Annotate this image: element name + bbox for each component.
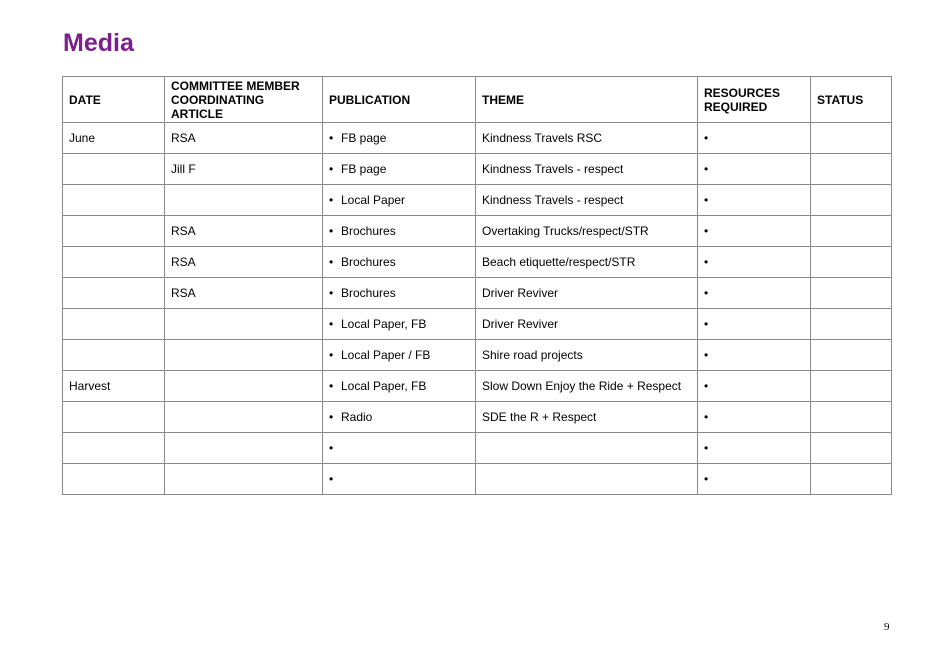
cell-theme: Driver Reviver <box>476 309 698 340</box>
bullet-icon: • <box>329 441 334 455</box>
cell-date <box>63 278 165 309</box>
cell-theme: Kindness Travels RSC <box>476 123 698 154</box>
bullet-icon: • <box>329 286 334 300</box>
cell-publication <box>323 340 476 371</box>
bullet-icon: • <box>704 224 709 238</box>
cell-status <box>811 278 892 309</box>
cell-resources-required <box>698 340 811 371</box>
table-row <box>63 154 892 185</box>
table-row <box>63 433 892 464</box>
cell-date <box>63 309 165 340</box>
cell-theme: Kindness Travels - respect <box>476 185 698 216</box>
cell-publication <box>323 123 476 154</box>
cell-publication-text: Brochures <box>341 255 396 269</box>
cell-status <box>811 216 892 247</box>
cell-publication <box>323 247 476 278</box>
cell-resources-required <box>698 123 811 154</box>
cell-publication-text: Brochures <box>341 286 396 300</box>
cell-status <box>811 185 892 216</box>
cell-committee-member <box>165 464 323 495</box>
cell-resources-required <box>698 278 811 309</box>
bullet-icon: • <box>704 286 709 300</box>
bullet-icon: • <box>704 410 709 424</box>
cell-date <box>63 185 165 216</box>
cell-status <box>811 371 892 402</box>
bullet-icon: • <box>329 162 334 176</box>
cell-committee-member <box>165 433 323 464</box>
cell-publication-text: Brochures <box>341 224 396 238</box>
bullet-icon: • <box>704 162 709 176</box>
bullet-icon: • <box>329 193 334 207</box>
table-row <box>63 247 892 278</box>
bullet-icon: • <box>704 441 709 455</box>
cell-date <box>63 247 165 278</box>
cell-status <box>811 154 892 185</box>
cell-publication-text: Radio <box>341 410 373 424</box>
table-row <box>63 464 892 495</box>
bullet-icon: • <box>329 131 334 145</box>
bullet-icon: • <box>704 131 709 145</box>
cell-publication <box>323 216 476 247</box>
cell-committee-member <box>165 340 323 371</box>
bullet-icon: • <box>329 255 334 269</box>
cell-resources-required <box>698 402 811 433</box>
bullet-icon: • <box>704 193 709 207</box>
cell-publication <box>323 185 476 216</box>
table-row <box>63 309 892 340</box>
bullet-icon: • <box>704 348 709 362</box>
cell-date <box>63 154 165 185</box>
cell-theme: Kindness Travels - respect <box>476 154 698 185</box>
cell-committee-member <box>165 185 323 216</box>
bullet-icon: • <box>329 348 334 362</box>
cell-date <box>63 433 165 464</box>
bullet-icon: • <box>329 379 334 393</box>
cell-date: Harvest <box>63 371 165 402</box>
cell-committee-member: RSA <box>165 247 323 278</box>
cell-committee-member: RSA <box>165 216 323 247</box>
cell-resources-required <box>698 185 811 216</box>
bullet-icon: • <box>704 379 709 393</box>
table-row <box>63 123 892 154</box>
cell-date <box>63 340 165 371</box>
cell-date <box>63 216 165 247</box>
table-row <box>63 185 892 216</box>
cell-committee-member: RSA <box>165 278 323 309</box>
cell-publication <box>323 309 476 340</box>
cell-resources-required <box>698 216 811 247</box>
page-number: 9 <box>884 621 890 633</box>
cell-committee-member <box>165 371 323 402</box>
cell-publication-text: Local Paper, FB <box>341 379 427 393</box>
cell-theme: Overtaking Trucks/respect/STR <box>476 216 698 247</box>
cell-status <box>811 309 892 340</box>
cell-committee-member: Jill F <box>165 154 323 185</box>
header-date: DATE <box>63 77 165 123</box>
header-publication: PUBLICATION <box>323 77 476 123</box>
cell-theme: SDE the R + Respect <box>476 402 698 433</box>
bullet-icon: • <box>704 472 709 486</box>
cell-publication <box>323 154 476 185</box>
cell-theme: Shire road projects <box>476 340 698 371</box>
cell-status <box>811 123 892 154</box>
cell-resources-required <box>698 464 811 495</box>
bullet-icon: • <box>704 317 709 331</box>
cell-publication <box>323 278 476 309</box>
cell-resources-required <box>698 371 811 402</box>
bullet-icon: • <box>704 255 709 269</box>
cell-date <box>63 402 165 433</box>
cell-committee-member <box>165 309 323 340</box>
cell-resources-required <box>698 154 811 185</box>
cell-publication <box>323 371 476 402</box>
table-row <box>63 216 892 247</box>
cell-publication <box>323 464 476 495</box>
header-theme: THEME <box>476 77 698 123</box>
bullet-icon: • <box>329 472 334 486</box>
cell-committee-member: RSA <box>165 123 323 154</box>
cell-status <box>811 340 892 371</box>
cell-publication-text: FB page <box>341 162 387 176</box>
cell-resources-required <box>698 247 811 278</box>
cell-date <box>63 464 165 495</box>
cell-publication <box>323 433 476 464</box>
cell-theme <box>476 464 698 495</box>
header-committee-member: COMMITTEE MEMBER COORDINATING ARTICLE <box>165 77 323 123</box>
cell-publication-text: Local Paper / FB <box>341 348 431 362</box>
cell-committee-member <box>165 402 323 433</box>
cell-publication <box>323 402 476 433</box>
cell-resources-required <box>698 433 811 464</box>
media-plan-table <box>62 76 892 495</box>
table-row <box>63 402 892 433</box>
cell-theme: Slow Down Enjoy the Ride + Respect <box>476 371 698 402</box>
header-status: STATUS <box>811 77 892 123</box>
table-row <box>63 371 892 402</box>
table-row <box>63 278 892 309</box>
cell-publication-text: FB page <box>341 131 387 145</box>
cell-date: June <box>63 123 165 154</box>
bullet-icon: • <box>329 224 334 238</box>
bullet-icon: • <box>329 410 334 424</box>
cell-resources-required <box>698 309 811 340</box>
cell-theme: Driver Reviver <box>476 278 698 309</box>
cell-publication-text: Local Paper, FB <box>341 317 427 331</box>
table-header-row <box>63 77 892 123</box>
cell-status <box>811 433 892 464</box>
cell-status <box>811 247 892 278</box>
cell-status <box>811 402 892 433</box>
cell-theme <box>476 433 698 464</box>
table-body <box>63 123 892 495</box>
table-row <box>63 340 892 371</box>
header-resources-required: RESOURCES REQUIRED <box>698 77 811 123</box>
page-title: Media <box>63 29 134 57</box>
cell-theme: Beach etiquette/respect/STR <box>476 247 698 278</box>
cell-publication-text: Local Paper <box>341 193 406 207</box>
cell-status <box>811 464 892 495</box>
bullet-icon: • <box>329 317 334 331</box>
